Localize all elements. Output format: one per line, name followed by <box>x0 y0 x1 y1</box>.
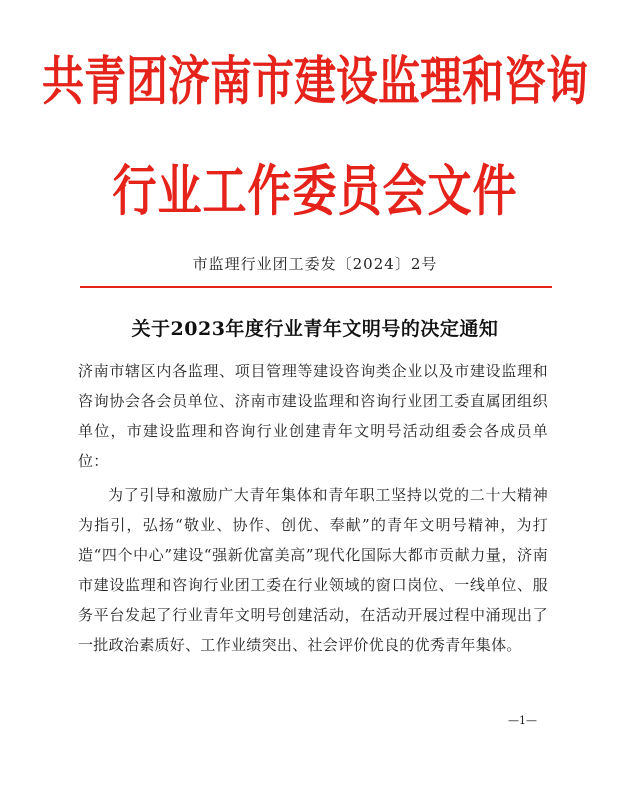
issuer-header-line-2: 行业工作委员会文件 <box>112 159 518 224</box>
document-number: 市监理行业团工委发〔2024〕2号 <box>192 255 438 273</box>
red-divider-line <box>80 286 552 288</box>
issuer-header-line-1: 共青团济南市建设监理和咨询 <box>41 50 588 112</box>
document-title: 关于2023年度行业青年文明号的决定通知 <box>131 318 499 340</box>
page-number: —1— <box>508 714 537 727</box>
addressee-paragraph: 济南市辖区内各监理、项目管理等建设咨询类企业以及市建设监理和咨询协会各会员单位、济南市建设监理和咨询行业团工委直属团组织单位，市建设监理和咨询行业创建青年文明号活动组委会各成员单位： <box>78 362 548 470</box>
body-paragraph: 为了引导和激励广大青年集体和青年职工坚持以党的二十大精神为指引，弘扬“敬业、协作、创优、奉献”的青年文明号精神，为打造“四个中心”建设“强新优富美高”现代化国际大都市贡献力量，济南市建设监理和咨询行业团工委在行业领域的窗口岗位、一线单位、服务平台发起了行业青年文明号创建活动，在活动开展过程中涌现出了一批政治素质好、工作业绩突出、社会评价优良的优秀青年集体。 <box>78 486 548 654</box>
